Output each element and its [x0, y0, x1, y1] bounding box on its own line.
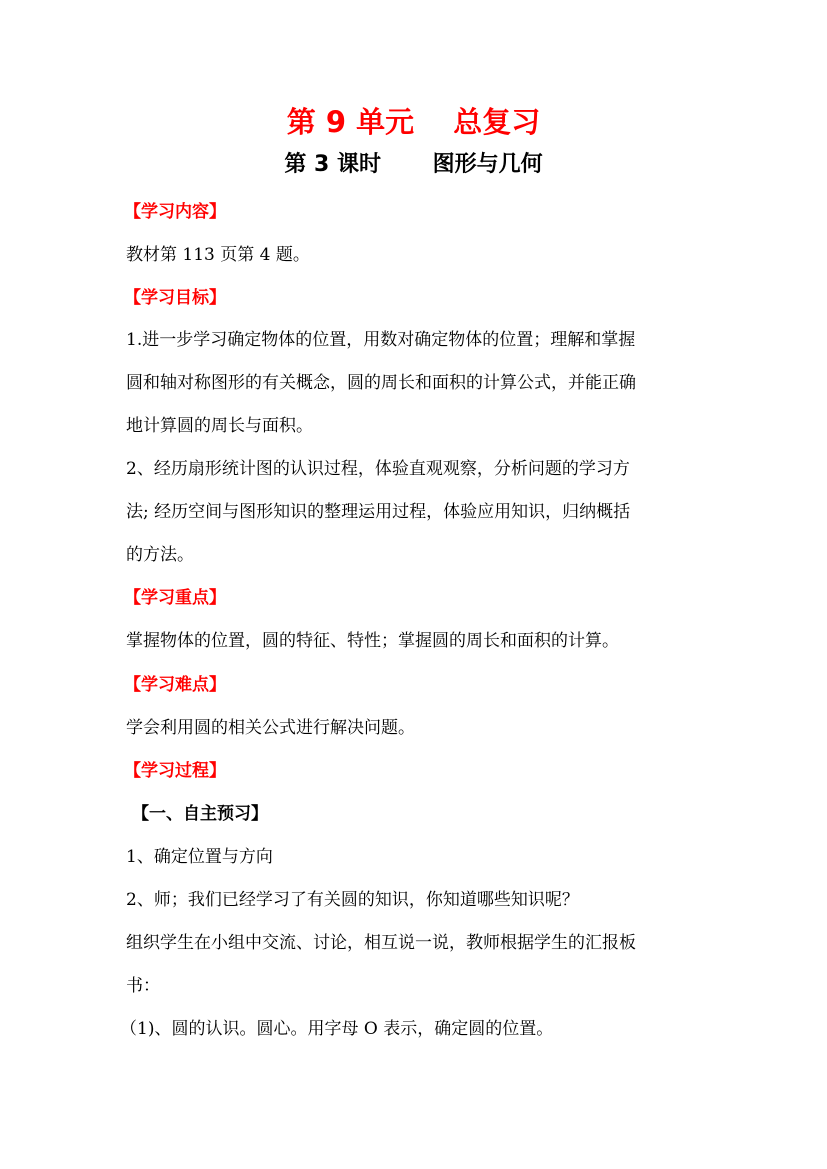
- process-line: 书：: [126, 976, 160, 996]
- document-title: 第 9 单元 总复习: [286, 105, 541, 139]
- section-heading-keypoints: 【学习重点】: [124, 588, 226, 608]
- section-heading-content: 【学习内容】: [124, 202, 226, 222]
- section-heading-difficulties: 【学习难点】: [124, 675, 226, 695]
- goals-line: 法; 经历空间与图形知识的整理运用过程，体验应用知识，归纳概括: [126, 502, 631, 522]
- goals-line: 1.进一步学习确定物体的位置，用数对确定物体的位置；理解和掌握: [126, 330, 636, 350]
- keypoints-line: 掌握物体的位置，圆的特征、特性；掌握圆的周长和面积的计算。: [126, 631, 619, 651]
- goals-line: 的方法。: [126, 545, 194, 565]
- process-subheading: 【一、自主预习】: [132, 804, 268, 824]
- lesson-subtitle: 第 3 课时 图形与几何: [284, 152, 543, 177]
- content-line: 教材第 113 页第 4 题。: [126, 245, 310, 265]
- section-heading-process: 【学习过程】: [124, 761, 226, 781]
- process-line: 1、确定位置与方向: [126, 847, 273, 867]
- process-line: 组织学生在小组中交流、讨论，相互说一说，教师根据学生的汇报板: [126, 933, 636, 953]
- process-line: （1)、圆的认识。圆心。用字母 O 表示，确定圆的位置。: [120, 1019, 554, 1039]
- goals-line: 地计算圆的周长与面积。: [126, 416, 313, 436]
- goals-line: 2、经历扇形统计图的认识过程，体验直观观察，分析问题的学习方: [126, 459, 630, 479]
- section-heading-goals: 【学习目标】: [124, 288, 226, 308]
- process-line: 2、师；我们已经学习了有关圆的知识，你知道哪些知识呢？: [126, 890, 579, 910]
- goals-line: 圆和轴对称图形的有关概念，圆的周长和面积的计算公式，并能正确: [126, 373, 636, 393]
- difficulties-line: 学会利用圆的相关公式进行解决问题。: [126, 718, 415, 738]
